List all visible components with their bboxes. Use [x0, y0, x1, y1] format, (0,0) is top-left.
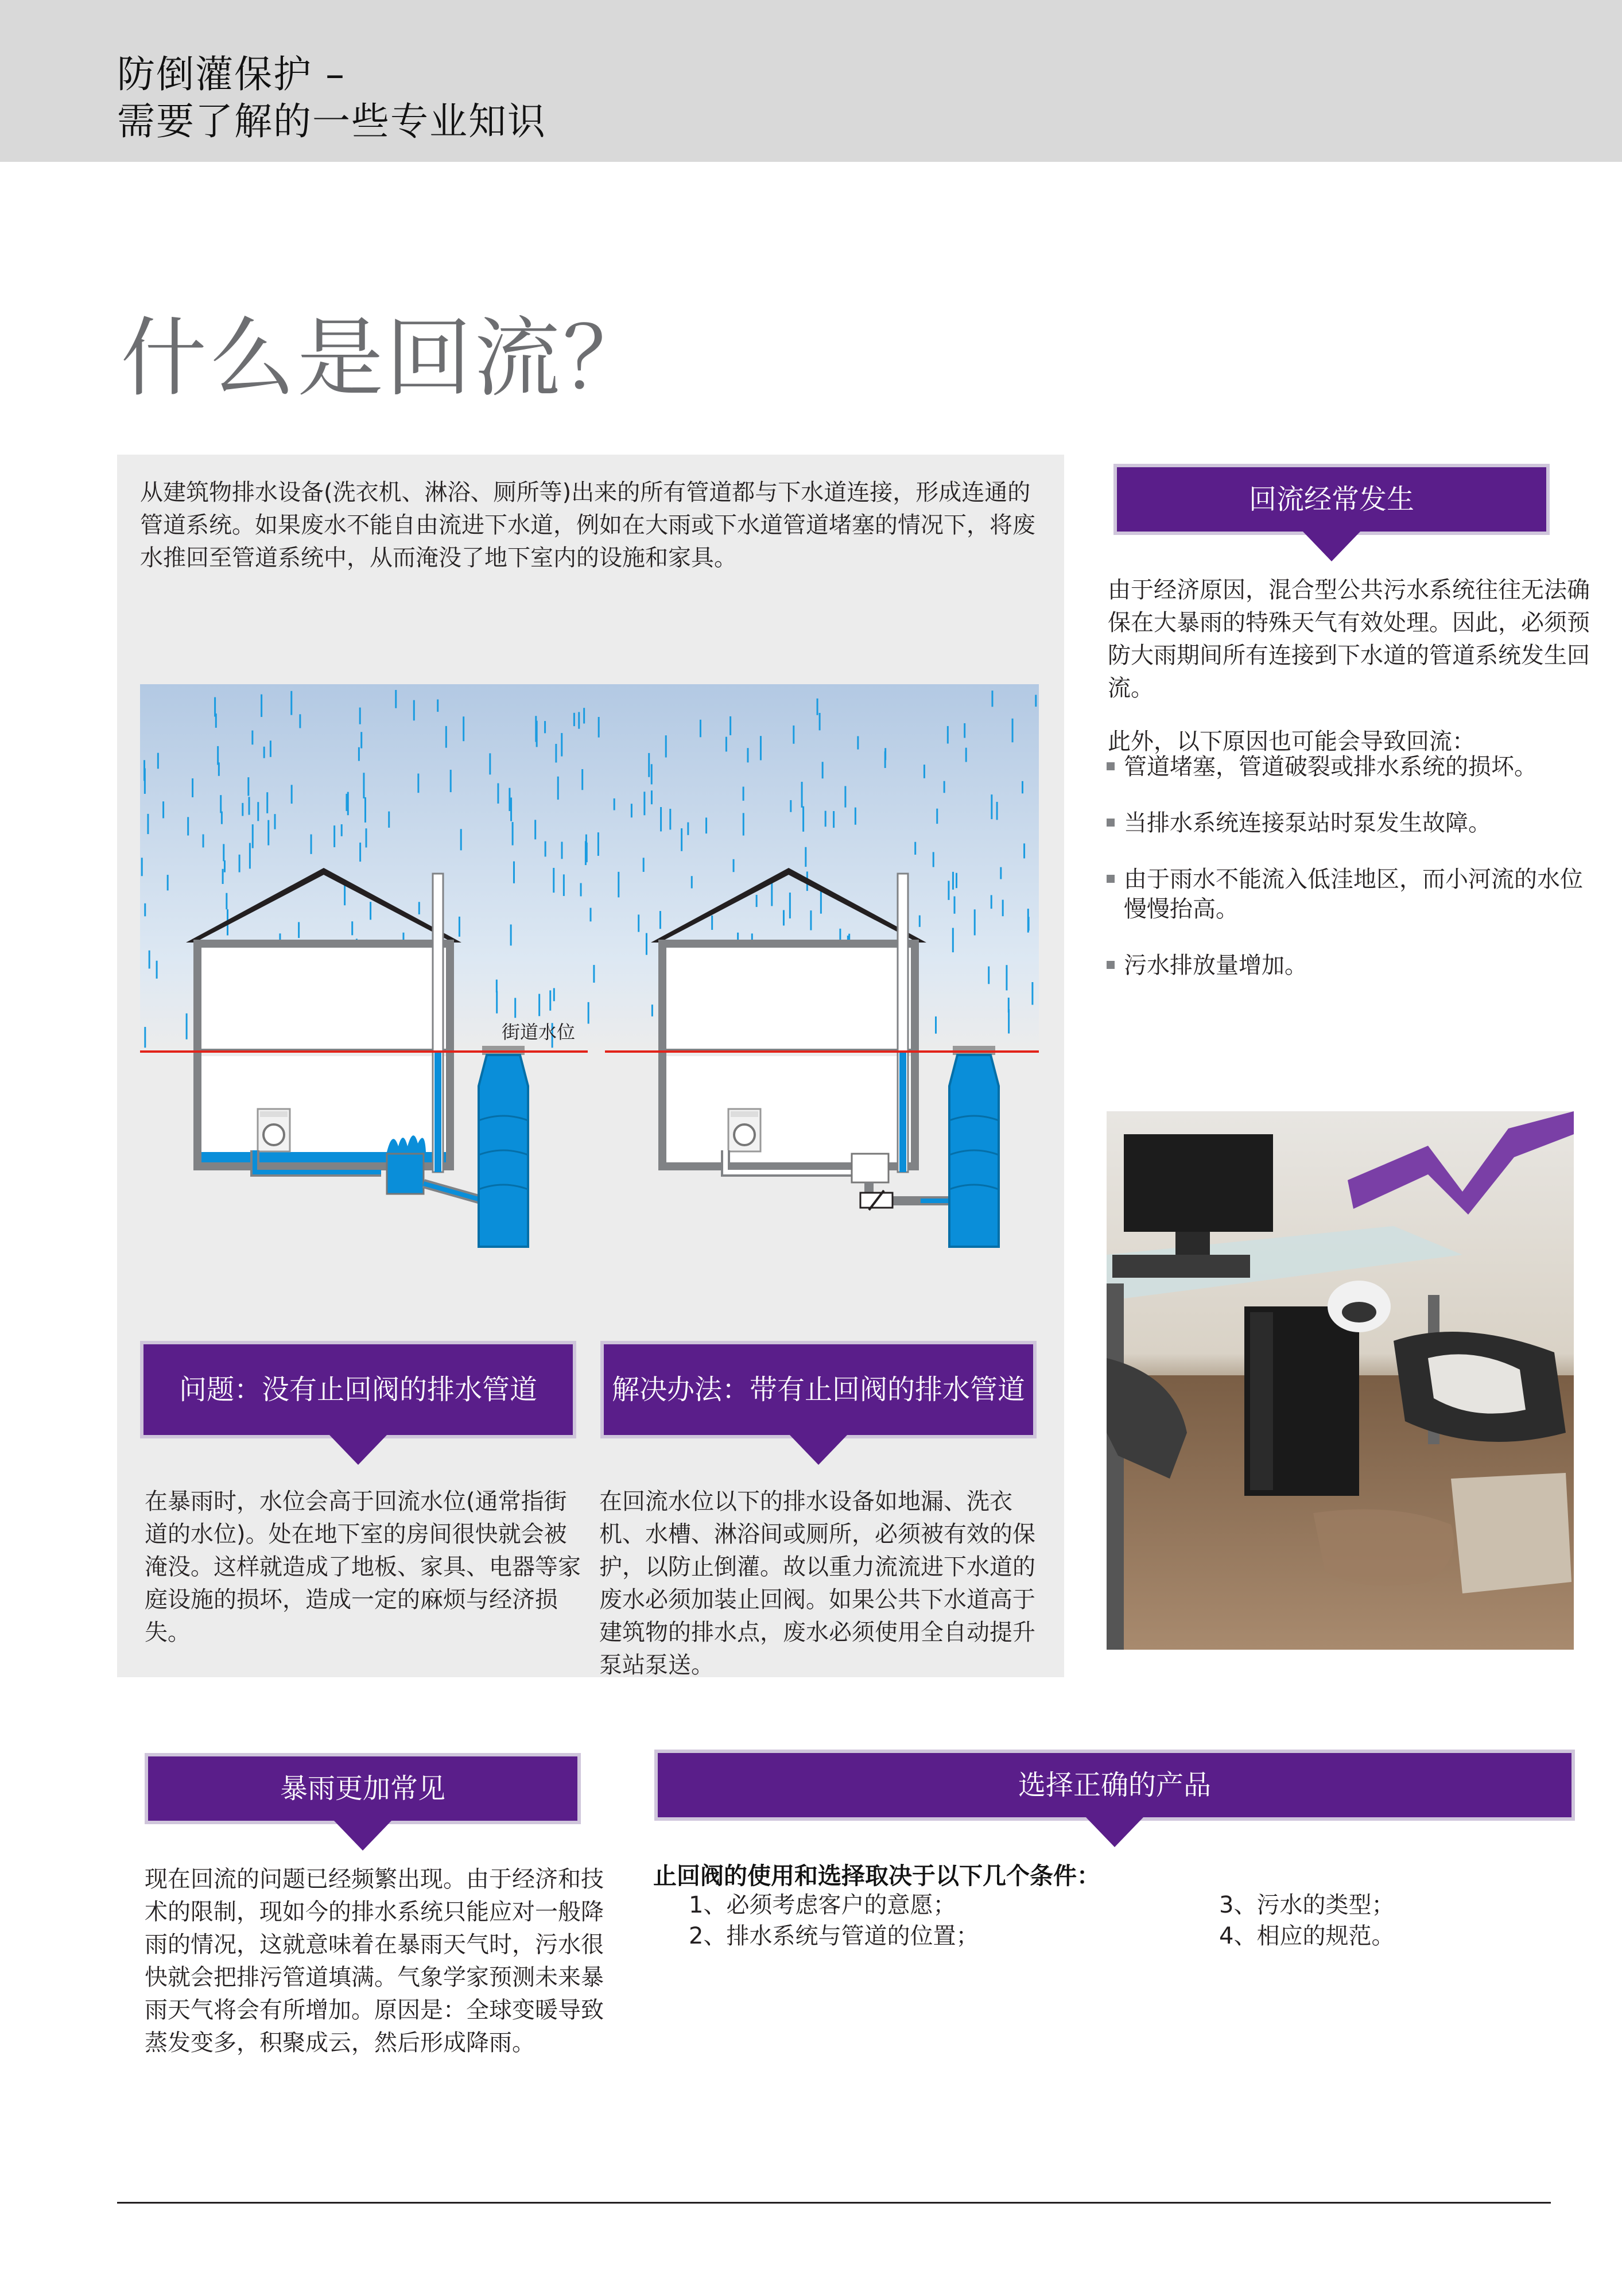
choose-label: 选择正确的产品 [1018, 1769, 1211, 1801]
storm-callout [145, 1753, 581, 1824]
condition-item: 3、污水的类型； [1219, 1892, 1395, 1918]
often-label: 回流经常发生 [1248, 483, 1414, 515]
sewer-manhole-right [949, 1046, 999, 1247]
problem-text: 在暴雨时，水位会高于回流水位(通常指街道的水位)。处在地下室的房间很快就会被淹没。这样就造成了地板、家具、电器等家庭设施的损坏，造成一定的麻烦与经济损失。 [145, 1488, 581, 1646]
flooded-basement-photo [1107, 1111, 1574, 1650]
solution-label-bold: 解决办法： [611, 1374, 750, 1406]
intro-paragraph: 从建筑物排水设备(洗衣机、淋浴、厕所等)出来的所有管道都与下水道连接，形成连通的管道系统。如果废水不能自由流进下水道，例如在大雨或下水道管道堵塞的情况下，将废水推回至管道系统中，从而淹没了地下室内的设施和家具。 [140, 479, 1035, 571]
problem-label: 没有止回阀的排水管道 [262, 1374, 538, 1406]
storm-text: 现在回流的问题已经频繁出现。由于经济和技术的限制，现如今的排水系统只能应对一般降雨的情况，这就意味着在暴雨天气时，污水很快就会把排污管道填满。气象学家预测未来暴雨天气将会有所增加。原因是：全球变暖导致蒸发变多，积聚成云，然后形成降雨。 [145, 1866, 604, 2056]
problem-callout [140, 1341, 576, 1438]
sewer-manhole-left [479, 1046, 528, 1247]
list-item: 污水排放量增加。 [1103, 951, 1597, 980]
causes-list [1103, 752, 1597, 1007]
backflow-illustration [140, 684, 1039, 1258]
page-title: 什么是回流？ [121, 309, 651, 409]
solution-text: 在回流水位以下的排水设备如地漏、洗衣机、水槽、淋浴间或厕所，必须被有效的保护，以防止倒灌。故以重力流流进下水道的废水必须加装止回阀。如果公共下水道高于建筑物的排水点，废水必须使用全自动提升泵站泵送。 [599, 1488, 1035, 1678]
often-callout [1113, 464, 1550, 535]
storm-label: 暴雨更加常见 [280, 1773, 445, 1805]
street-level-label: 街道水位 [502, 1021, 576, 1043]
washing-machine [258, 1109, 290, 1151]
often-text: 由于经济原因，混合型公共污水系统往往无法确保在大暴雨的特殊天气有效处理。因此，必须预防大雨期间所有连接到下水道的管道系统发生回流。 [1108, 577, 1590, 701]
condition-item: 2、排水系统与管道的位置； [689, 1923, 979, 1949]
condition-item: 1、必须考虑客户的意愿； [689, 1892, 956, 1918]
choose-callout [654, 1750, 1575, 1821]
header-title-line1: 防倒灌保护 – [117, 52, 346, 96]
solution-callout [600, 1341, 1037, 1438]
condition-item: 4、相应的规范。 [1219, 1923, 1395, 1949]
conditions-heading: 止回阀的使用和选择取决于以下几个条件： [653, 1862, 1100, 1890]
washing-machine [728, 1109, 760, 1151]
problem-label-bold: 问题： [179, 1374, 262, 1406]
header-title-line2: 需要了解的一些专业知识 [117, 99, 546, 144]
list-item: 由于雨水不能流入低洼地区，而小河流的水位慢慢抬高。 [1103, 864, 1597, 924]
solution-label: 带有止回阀的排水管道 [750, 1374, 1026, 1406]
causes-intro: 此外，以下原因也可能会导致回流： [1108, 728, 1475, 755]
list-item: 当排水系统连接泵站时泵发生故障。 [1103, 808, 1597, 838]
list-item: 管道堵塞，管道破裂或排水系统的损坏。 [1103, 752, 1597, 782]
header-bar [0, 0, 1622, 162]
footer-rule [117, 2202, 1551, 2204]
